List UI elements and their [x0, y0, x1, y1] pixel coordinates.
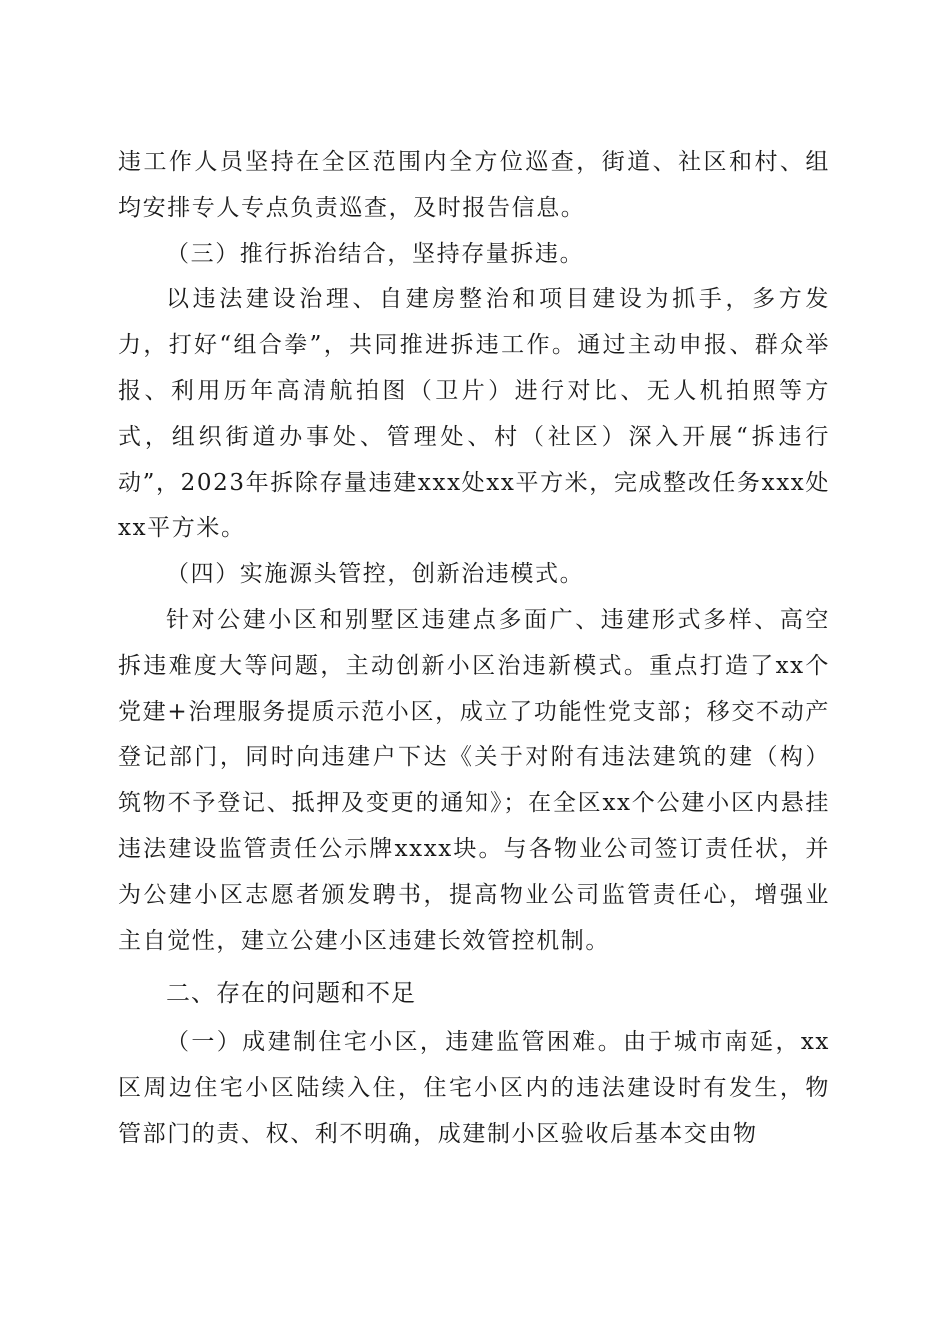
document-page	[118, 140, 830, 1158]
section-4-body: 针对公建小区和别墅区违建点多面广、违建形式多样、高空拆违难度大等问题，主动创新小区治违新模式。重点打造了xx个党建+治理服务提质示范小区，成立了功能性党支部；移交不动产登记部门，同时向违建户下达《关于对附有违法建筑的建（构）筑物不予登记、抵押及变更的通知》；在全区xx个公建小区内悬挂违法建设监管责任公示牌xxxx块。与各物业公司签订责任状，并为公建小区志愿者颁发聘书，提高物业公司监管责任心，增强业主自觉性，建立公建小区违建长效管控机制。	[118, 606, 830, 954]
part-2-item-1-body: 由于城市南延，xx区周边住宅小区陆续入住，住宅小区内的违法建设时有发生，物管部门的责、权、利不明确，成建制小区验收后基本交由物	[118, 1029, 830, 1147]
section-3-heading: （三）推行拆治结合，坚持存量拆违。	[166, 240, 585, 267]
part-2-item-1	[118, 1020, 830, 1157]
section-4-heading: （四）实施源头管控，创新治违模式。	[166, 561, 585, 588]
part-2-heading: 二、存在的问题和不足	[166, 979, 416, 1008]
continuation-paragraph: 违工作人员坚持在全区范围内全方位巡查，街道、社区和村、组均安排专人专点负责巡查，及时报告信息。	[118, 149, 830, 221]
section-3-body: 以违法建设治理、自建房整治和项目建设为抓手，多方发力，打好“组合拳”，共同推进拆违工作。通过主动申报、群众举报、利用历年高清航拍图（卫片）进行对比、无人机拍照等方式，组织街道办事处、管理处、村（社区）深入开展“拆违行动”，2023年拆除存量违建xxx处xx平方米，完成整改任务xxx处xx平方米。	[118, 286, 830, 542]
part-2-item-1-lead: （一）成建制住宅小区，违建监管困难。	[166, 1029, 624, 1056]
